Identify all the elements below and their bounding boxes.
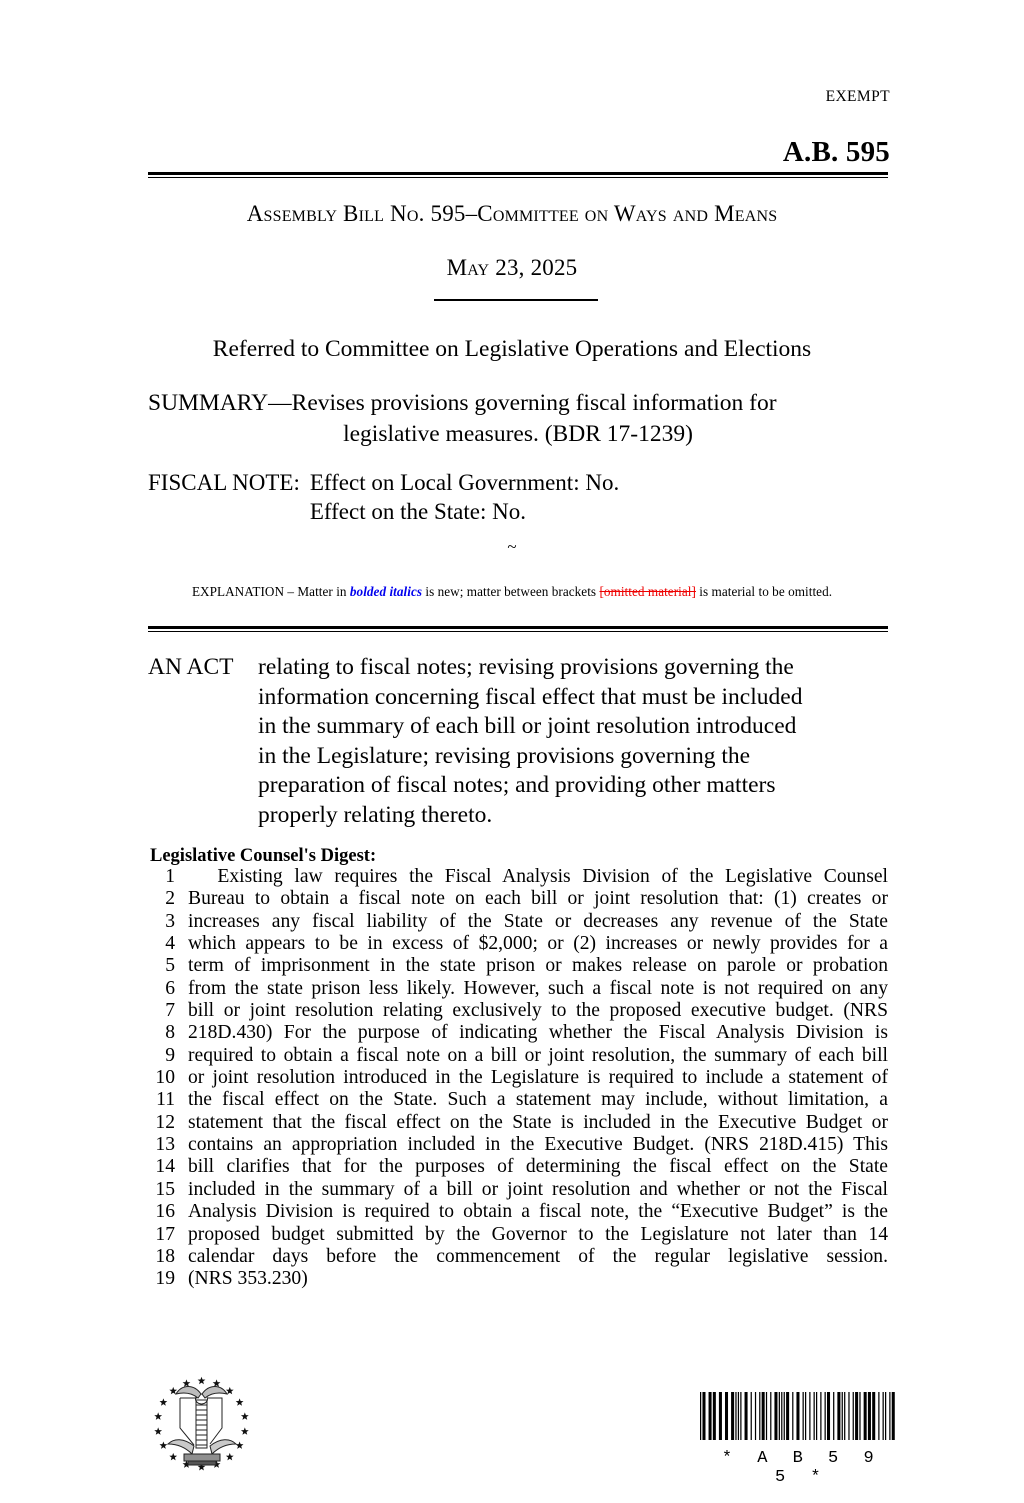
bill-summary — [148, 388, 888, 450]
digest-line — [146, 911, 888, 933]
digest-line — [146, 1246, 888, 1268]
an-act-block — [148, 653, 998, 830]
fiscal-local-government: Effect on Local Government: No. — [309, 470, 620, 495]
fiscal-note-values — [300, 468, 619, 526]
digest-line-number: 10 — [155, 1067, 175, 1089]
bill-barcode — [700, 1392, 896, 1487]
digest-line-text: proposed budget submitted by the Governor to the Legislature not later than 14 — [188, 1223, 888, 1245]
digest-line-text: included in the summary of a bill or joint resolution and whether or not the Fiscal — [188, 1178, 888, 1200]
digest-line — [146, 1224, 888, 1246]
digest-line-number: 15 — [155, 1178, 175, 1200]
digest-line-text: or joint resolution introduced in the Legislature is required to include a statement of — [188, 1067, 888, 1089]
digest-line-number: 12 — [155, 1111, 175, 1133]
digest-line — [146, 888, 888, 910]
digest-body — [146, 866, 888, 1291]
an-act-line-1: relating to fiscal notes; revising provisions governing the — [258, 654, 794, 680]
digest-line-number: 11 — [156, 1089, 175, 1111]
explanation-note — [0, 584, 1024, 600]
explanation-new-text: bolded italics — [349, 584, 423, 599]
digest-line-number: 16 — [155, 1201, 175, 1223]
digest-line-text: statement that the fiscal effect on the State is included in the Executive Budget or — [188, 1111, 888, 1133]
bill-title: Assembly Bill No. 595–Committee on Ways and Means — [246, 201, 778, 226]
digest-line-text: from the state prison less likely. However, such a fiscal note is not required on any — [188, 977, 888, 999]
digest-line-text: Existing law requires the Fiscal Analysis Division of the Legislative Counsel — [188, 866, 888, 887]
digest-line-number: 19 — [155, 1268, 175, 1290]
digest-line-text: required to obtain a fiscal note on a bill or joint resolution, the summary of each bill — [188, 1044, 888, 1066]
digest-line — [146, 1179, 888, 1201]
digest-heading: Legislative Counsel's Digest: — [150, 846, 377, 866]
digest-line-text: contains an appropriation included in the Executive Budget. (NRS 218D.415) This — [188, 1134, 888, 1156]
explanation-prefix: EXPLANATION – Matter in — [191, 584, 350, 599]
fiscal-note — [148, 468, 888, 526]
digest-line — [146, 955, 888, 977]
an-act-label: AN ACT — [148, 654, 234, 680]
digest-line-text: 218D.430) For the purpose of indicating whether the Fiscal Analysis Division is — [188, 1022, 888, 1044]
digest-line-number: 4 — [165, 933, 175, 955]
digest-line — [146, 1022, 888, 1044]
fiscal-state: Effect on the State: No. — [309, 499, 526, 524]
digest-line-text: bill clarifies that for the purposes of determining the fiscal effect on the State — [188, 1156, 888, 1178]
digest-line-number: 7 — [165, 1000, 175, 1022]
header-rule — [148, 172, 888, 178]
an-act-line-3: in the summary of each bill or joint resolution introduced — [258, 713, 797, 739]
digest-line — [146, 1112, 888, 1134]
an-act-line-2: information concerning fiscal effect that must be included — [258, 683, 803, 710]
digest-line-text: increases any fiscal liability of the State or decreases any revenue of the State — [188, 910, 888, 932]
barcode-text: * A B 5 9 5 * — [721, 1449, 882, 1487]
explanation-suffix: is material to be omitted. — [695, 584, 833, 599]
digest-line-number: 3 — [165, 910, 175, 932]
digest-line-number: 9 — [165, 1044, 175, 1066]
summary-line-2: legislative measures. (BDR 17-1239) — [343, 421, 693, 447]
bill-number: A.B. 595 — [782, 136, 890, 168]
digest-line-text: (NRS 353.230) — [188, 1268, 308, 1290]
digest-line-number: 2 — [165, 888, 175, 910]
exempt-label: EXEMPT — [825, 88, 890, 105]
an-act-line-6: properly relating thereto. — [258, 801, 493, 828]
explanation-middle: is new; matter between brackets — [422, 584, 600, 599]
an-act-line-5: preparation of fiscal notes; and providing other matters — [258, 772, 776, 798]
digest-line-text: calendar days before the commencement of the regular legislative session. — [188, 1245, 888, 1267]
digest-line — [146, 1067, 888, 1089]
digest-line — [146, 1201, 888, 1223]
digest-line-text: bill or joint resolution relating exclusively to the proposed executive budget. (NRS — [188, 1000, 888, 1022]
digest-line-number: 18 — [155, 1245, 175, 1267]
an-act-line-4: in the Legislature; revising provisions governing the — [258, 742, 751, 769]
digest-line-text: which appears to be in excess of $2,000; or (2) increases or newly provides for a — [188, 933, 888, 955]
digest-line-number: 14 — [155, 1156, 175, 1178]
digest-line-text: Bureau to obtain a fiscal note on each bill or joint resolution that: (1) creates or — [188, 888, 888, 910]
digest-line — [146, 1045, 888, 1067]
digest-line — [146, 978, 888, 1000]
digest-line — [146, 1268, 888, 1290]
digest-line — [146, 1156, 888, 1178]
digest-line-number: 6 — [165, 977, 175, 999]
digest-line — [146, 866, 888, 888]
nevada-legislature-seal-icon — [152, 1372, 252, 1476]
digest-line — [146, 1000, 888, 1022]
tilde-separator: ~ — [507, 537, 517, 556]
digest-line-text: the fiscal effect on the State. Such a statement may include, without limitation, a — [188, 1089, 888, 1111]
digest-line — [146, 1134, 888, 1156]
digest-line-number: 1 — [165, 866, 175, 887]
digest-line — [146, 933, 888, 955]
title-separator-rule — [434, 299, 598, 301]
digest-line-number: 17 — [155, 1223, 175, 1245]
digest-line-text: Analysis Division is required to obtain a fiscal note, the “Executive Budget” is the — [188, 1201, 888, 1223]
digest-line-text: term of imprisonment in the state prison or makes release on parole or probation — [188, 955, 888, 977]
bill-date: May 23, 2025 — [446, 255, 578, 280]
body-top-rule — [148, 626, 888, 632]
referred-to-committee: Referred to Committee on Legislative Operations and Elections — [212, 336, 812, 362]
digest-line-number: 5 — [165, 955, 175, 977]
digest-line-number: 13 — [155, 1134, 175, 1156]
fiscal-note-label: FISCAL NOTE: — [148, 470, 300, 495]
summary-line-1: SUMMARY—Revises provisions governing fiscal information for — [148, 390, 777, 416]
digest-line-number: 8 — [165, 1022, 175, 1044]
digest-line — [146, 1089, 888, 1111]
explanation-omitted-text: [omitted material] — [599, 584, 696, 599]
